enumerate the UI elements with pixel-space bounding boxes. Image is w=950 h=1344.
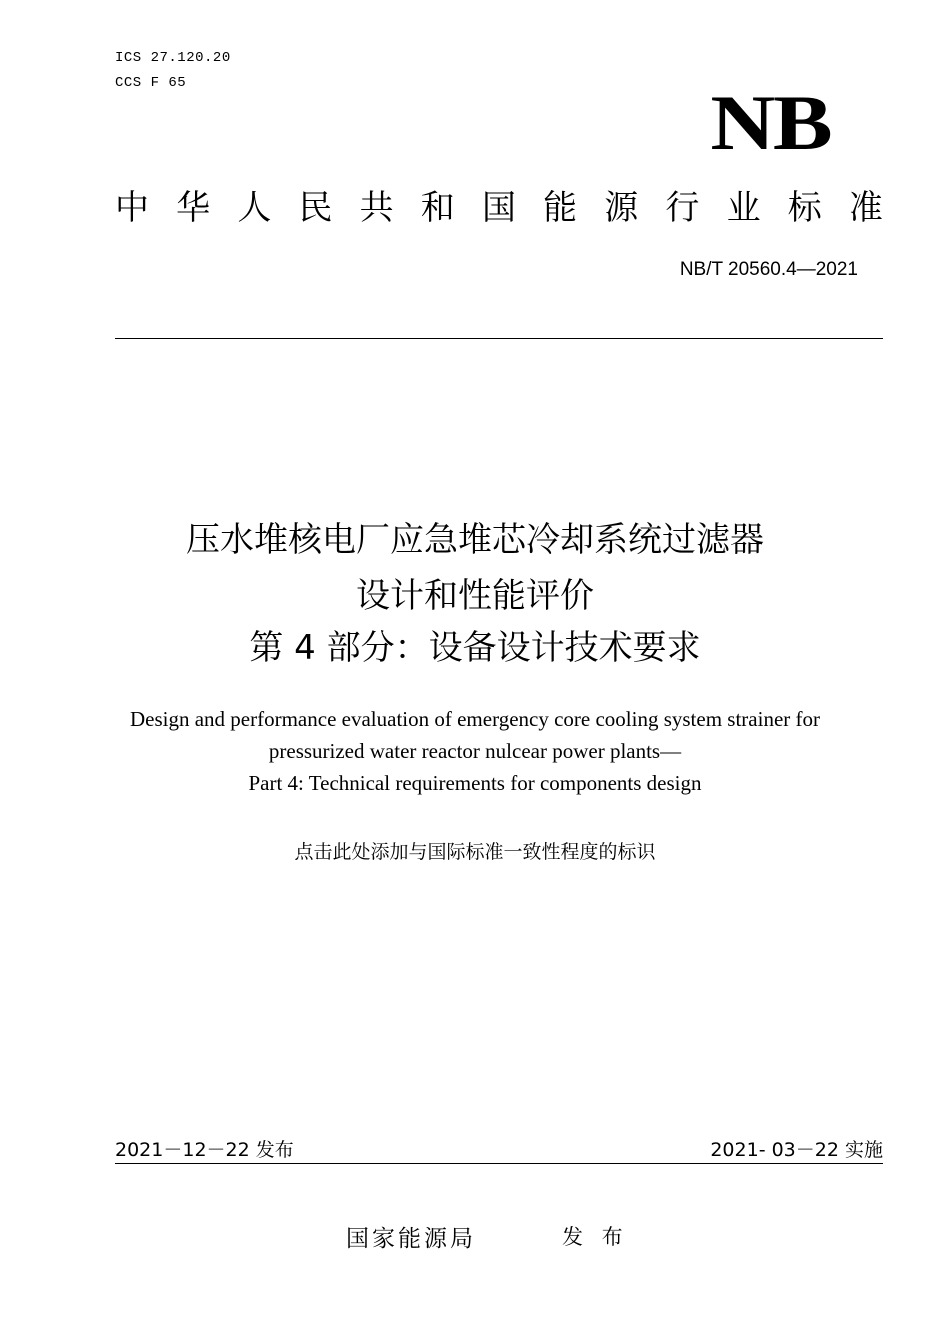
standard-name-char: 源 — [604, 188, 639, 228]
standard-category-title — [115, 186, 883, 230]
standard-name-char: 人 — [237, 188, 272, 228]
standard-name-char: 共 — [359, 188, 394, 228]
standard-name-char: 准 — [848, 188, 883, 228]
standard-name-char: 中 — [115, 188, 149, 228]
date-divider — [115, 1163, 883, 1164]
consistency-placeholder[interactable]: 点击此处添加与国际标准一致性程度的标识 — [294, 841, 656, 863]
standard-name-char: 华 — [176, 188, 211, 228]
chinese-title-line-1: 压水堆核电厂应急堆芯冷却系统过滤器 — [186, 520, 764, 560]
english-title-line-2: pressurized water reactor nulcear power plants— — [268, 739, 682, 763]
standard-number: NB/T 20560.4—2021 — [679, 259, 858, 280]
standard-name-char: 业 — [726, 188, 761, 228]
english-title-line-1: Design and performance evaluation of emergency core cooling system strainer for — [129, 707, 821, 731]
chinese-title-line-3: 第 4 部分：设备设计技术要求 — [249, 628, 701, 668]
standard-name-char: 民 — [298, 188, 333, 228]
nb-logo: NB — [709, 79, 830, 166]
implementation-date: 2021- 03－22 实施 — [710, 1139, 883, 1161]
header-divider — [115, 338, 883, 339]
ccs-code: CCS F 65 — [115, 75, 187, 91]
publish-label: 发 布 — [562, 1225, 629, 1249]
standard-name-char: 标 — [787, 188, 822, 228]
publisher-name: 国家能源局 — [346, 1226, 476, 1252]
standard-name-char: 国 — [481, 188, 516, 228]
standard-name-char: 和 — [420, 188, 455, 228]
standard-name-char: 行 — [665, 188, 700, 228]
ics-code: ICS 27.120.20 — [115, 50, 231, 66]
chinese-title-line-2: 设计和性能评价 — [356, 576, 594, 616]
english-title-line-3: Part 4: Technical requirements for components design — [248, 771, 702, 795]
standard-name-char: 能 — [543, 188, 578, 228]
issue-date: 2021－12－22 发布 — [115, 1139, 294, 1161]
